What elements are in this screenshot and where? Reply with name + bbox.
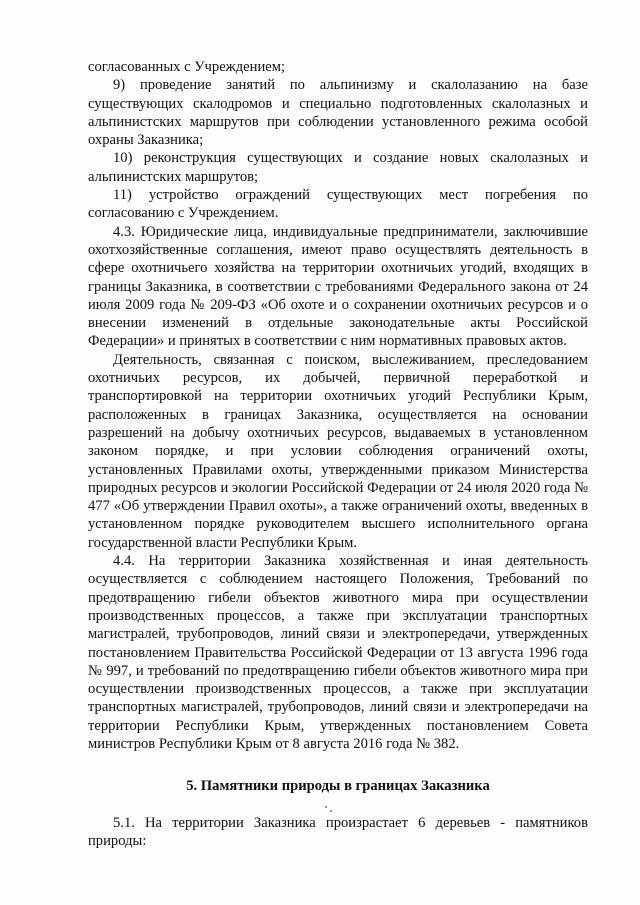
paragraph-item-11: 11) устройство ограждений существующих мест погребения по согласованию с Учреждением. [88,187,588,222]
paragraph-hunting-activity: Деятельность, связанная с поиском, выслеживанием, преследованием охотничьих ресурсов, их добычей, первичной переработкой и транспортировкой на территории охотничьих угодий Республики Крым, расположенных в границах Заказника, осуществляется на основании разрешений на добычу охотничьих ресурсов, выдаваемых в установленном законом порядке, и при условии соблюдения ограничений охоты, установленных Правилами охоты, утвержденными приказом Министерства природных ресурсов и экологии Российской Федерации от 24 июля 2020 года № 477 «Об утверждении Правил охоты», а также ограничений охоты, введенных в установленном порядке руководителем высшего исполнительного органа государственной власти Республики Крым. [88,351,588,551]
paragraph-4-3: 4.3. Юридические лица, индивидуальные предприниматели, заключившие охотхозяйственные соглашения, имеют право осуществлять деятельность в сфере охотничьего хозяйства на территории охотничьих угодий, входящих в границы Заказника, в соответствии с требованиями Федерального закона от 24 июля 2009 года № 209-ФЗ «Об охоте и о сохранении охотничьих ресурсов и о внесении изменений в отдельные законодательные акты Российской Федерации» и принятых в соответствии с ним нормативных правовых актов. [88,223,588,350]
paragraph-4-4: 4.4. На территории Заказника хозяйственная и иная деятельность осуществляется с соблюдением настоящего Положения, Требований по предотвращению гибели объектов животного мира при осуществлении производственных процессов, а также при эксплуатации транспортных магистралей, трубопроводов, линий связи и электропередачи, утвержденных постановлением Правительства Российской Федерации от 13 августа 1996 года № 997, и требований по предотвращению гибели объектов животного мира при осуществлении производственных процессов, а также при эксплуатации транспортных магистралей, трубопроводов, линий связи и электропередачи на территории Республики Крым, утвержденных постановлением Совета министров Республики Крым от 8 августа 2016 года № 382. [88,553,588,752]
section-heading: 5. Памятники природы в границах Заказника [186,778,490,795]
paragraph-continuation: согласованных с Учреждением; [88,59,286,75]
scan-speck [325,806,327,808]
paragraph-5-1: 5.1. На территории Заказника произрастает 6 деревьев - памятников природы: [88,814,588,849]
paragraph-item-10: 10) реконструкция существующих и создание новых скалолазных и альпинистских маршрутов; [88,150,588,185]
paragraph-item-9: 9) проведение занятий по альпинизму и скалолазанию на базе существующих скалодромов и специально подготовленных скалолазных и альпинистских маршрутов при соблюдении установленного режима особой охраны Заказника; [88,77,588,149]
document-body [88,58,588,850]
scan-speck [330,810,332,812]
